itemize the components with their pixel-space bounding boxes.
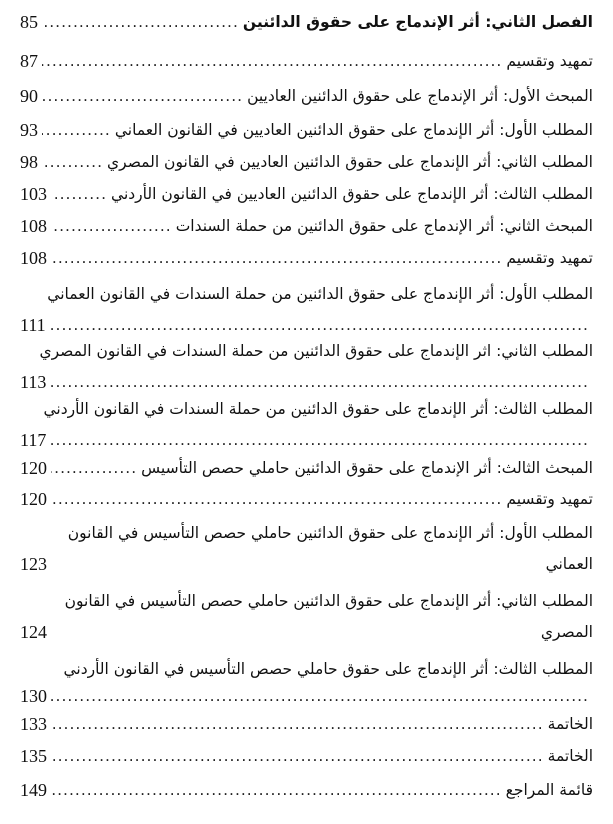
toc-entry-title: قائمة المراجع [505,781,593,799]
toc-entry-title: تمهيد وتقسيم [506,52,593,70]
toc-entry-page: 120 [20,458,47,478]
toc-entry-page: 120 [20,489,47,509]
toc-entry [20,149,593,175]
toc-entry [20,281,593,307]
toc-entry-page: 113 [20,372,47,392]
toc-entry [20,743,593,769]
toc-entry-continuation [20,551,593,577]
toc-leader-dots [50,427,589,453]
toc-entry-page: 111 [20,315,46,335]
toc-leader-dots [51,486,502,512]
toc-entry-title: الفصل الثاني: أثر الإندماج على حقوق الدائنين [242,13,593,31]
toc-entry-title: المطلب الثالث: أثر الإندماج على حقوق الدائنين العاديين في القانون الأردني [111,185,593,203]
toc-leader-dots [51,711,544,737]
toc-entry [20,117,593,143]
toc-leader-dots [42,117,111,143]
toc-entry-title-continuation: العماني [545,555,593,573]
toc-entry-page: 87 [20,51,38,71]
toc-entry-continuation [20,369,593,395]
toc-entry-page: 130 [20,686,47,706]
toc-entry [20,48,593,74]
toc-entry [20,213,593,239]
toc-entry [20,588,593,614]
toc-entry [20,455,593,481]
toc-entry-page: 90 [20,86,38,106]
toc-entry-page: 93 [20,120,38,140]
toc-entry [20,338,593,364]
toc-entry-title: الخاتمة [547,747,593,765]
toc-entry [20,656,593,682]
toc-entry-page: 108 [20,248,47,268]
toc-entry-title: المطلب الأول: أثر الإندماج على حقوق الدائنين من حملة السندات في القانون العماني [47,285,593,303]
toc-entry-title: المبحث الثالث: أثر الإندماج على حقوق الدائنين حاملي حصص التأسيس [141,459,593,477]
toc-leader-dots [51,455,137,481]
toc-entry [20,396,593,422]
toc-leader-dots [51,181,107,207]
toc-leader-dots [42,48,502,74]
toc-entry-title: المبحث الثاني: أثر الإندماج على حقوق الدائنين من حملة السندات [175,217,593,235]
toc-entry-continuation [20,427,593,453]
toc-entry-continuation [20,619,593,645]
toc-entry-page: 149 [20,780,47,800]
toc-entry [20,777,593,803]
toc-entry-title: تمهيد وتقسيم [506,490,593,508]
toc-entry-title: المطلب الثاني: أثر الإندماج على حقوق الدائنين العاديين في القانون المصري [107,153,593,171]
toc-entry [20,486,593,512]
toc-entry [20,181,593,207]
toc-leader-dots [50,312,589,338]
toc-leader-dots [50,369,589,395]
toc-entry-continuation [20,683,593,709]
toc-entry-page: 108 [20,216,47,236]
toc-leader-dots [42,83,243,109]
toc-entry-title: المطلب الثاني: اثر الإندماج على حقوق الدائنين من حملة السندات في القانون المصري [39,342,593,360]
toc-entry-title-continuation: المصري [540,623,593,641]
toc-entry-title: المطلب الثالث: أثر الإندماج على حقوق حاملي حصص التأسيس في القانون الأردني [63,660,593,678]
toc-entry-title: المطلب الثالث: أثر الإندماج على حقوق الدائنين من حملة السندات في القانون الأردني [43,400,593,418]
toc-leader-dots [51,245,502,271]
toc-entry-title: المطلب الأول: أثر الإندماج على حقوق الدائنين حاملي حصص التأسيس في القانون [67,524,593,542]
toc-entry [20,711,593,737]
toc-leader-dots [51,213,172,239]
toc-entry-page: 98 [20,152,38,172]
toc-leader-dots [51,743,544,769]
toc-entry-continuation [20,312,593,338]
toc-entry-page: 123 [20,554,47,574]
toc-entry-page: 117 [20,430,47,450]
toc-entry [20,83,593,109]
toc-entry-title: المبحث الأول: أثر الإندماج على حقوق الدائنين العاديين [247,87,593,105]
toc-entry-title: المطلب الأول: أثر الإندماج على حقوق الدائنين العاديين في القانون العماني [114,121,593,139]
toc-leader-dots [51,777,502,803]
toc-entry-title: الخاتمة [547,715,593,733]
toc-leader-dots [51,683,589,709]
toc-entry-page: 85 [20,12,38,32]
toc-entry [20,520,593,546]
toc-entry-page: 124 [20,622,47,642]
toc-entry-title: تمهيد وتقسيم [506,249,593,267]
toc-leader-dots [42,9,239,35]
toc-entry-chapter-two [20,9,593,35]
toc-entry-page: 135 [20,746,47,766]
toc-entry-title: المطلب الثاني: أثر الإندماج على حقوق الدائنين حاملي حصص التأسيس في القانون [64,592,593,610]
toc-leader-dots [42,149,103,175]
toc-entry [20,245,593,271]
toc-entry-page: 103 [20,184,47,204]
toc-entry-page: 133 [20,714,47,734]
